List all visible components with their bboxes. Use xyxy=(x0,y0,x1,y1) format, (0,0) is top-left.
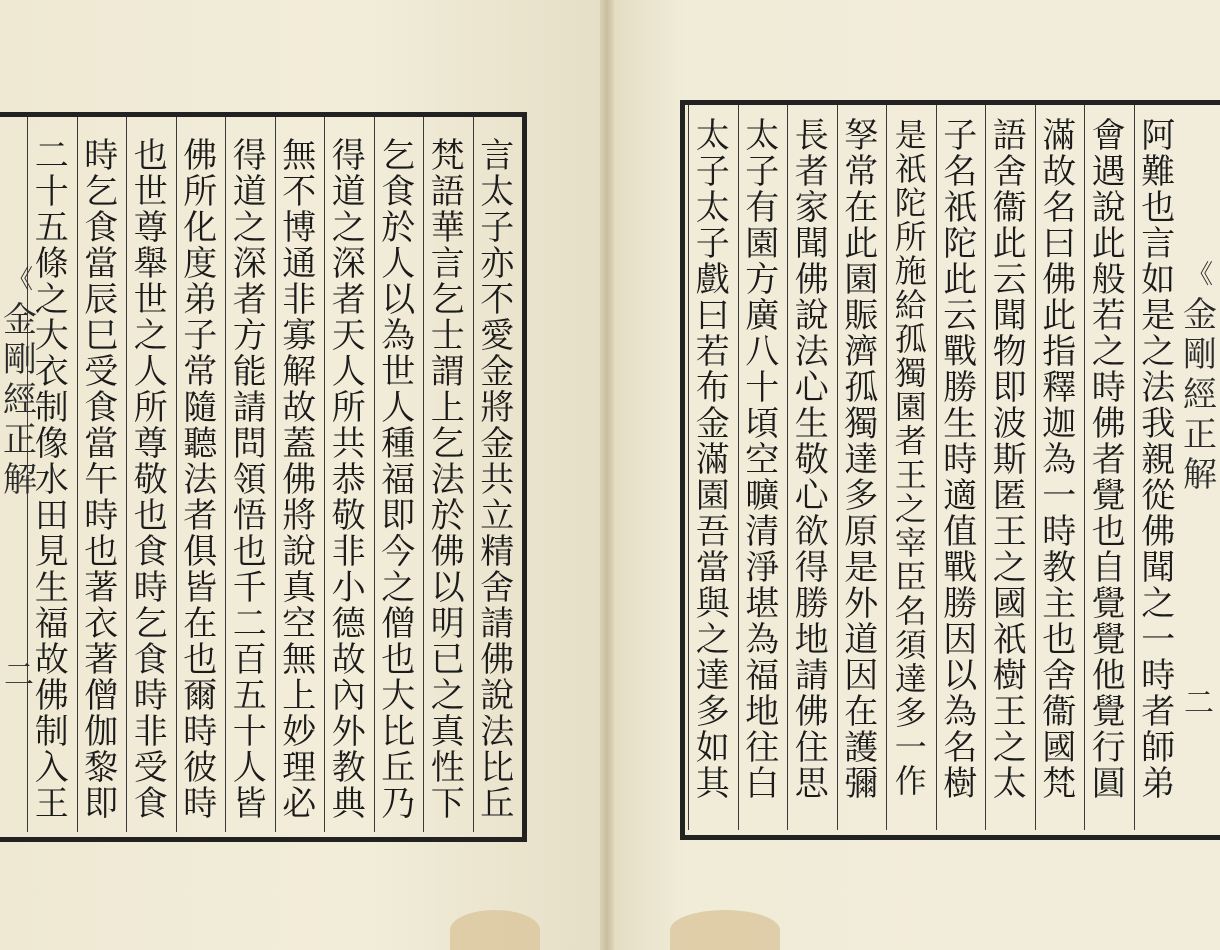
left-text-column: 乞 食 於 人 以 為 世 人 種 福 即 今 之 僧 也 大 比 丘 乃 xyxy=(381,136,416,824)
left-text-column: 言 太 子 亦 不 愛 金 將 金 共 立 精 舍 請 佛 說 法 比 丘 xyxy=(480,136,515,824)
fishtail-mark-icon: 《 xyxy=(6,265,33,295)
column-rule xyxy=(225,117,226,832)
left-text-column: 無 不 博 通 非 寡 解 故 蓋 佛 將 說 真 空 無 上 妙 理 必 xyxy=(282,136,317,824)
right-text-column: 太 子 太 子 戲 曰 若 布 金 滿 園 吾 當 與 之 達 多 如 其 xyxy=(695,116,730,804)
right-text-column: 孥 常 在 此 園 賑 濟 孤 獨 達 多 原 是 外 道 因 在 護 彌 xyxy=(844,116,879,804)
column-rule xyxy=(275,117,276,832)
right-margin-title: 《 金 剛 經 正 解 xyxy=(1182,255,1218,495)
column-rule xyxy=(77,117,78,832)
left-margin-title: 《 金 剛 經 正 解 xyxy=(2,260,38,500)
left-text-column: 得 道 之 深 者 天 人 所 共 恭 敬 非 小 德 故 內 外 教 典 xyxy=(331,136,366,824)
book-gutter xyxy=(600,0,614,950)
right-text-column: 太 子 有 園 方 廣 八 十 頃 空 曠 清 淨 堪 為 福 地 往 白 xyxy=(745,116,780,804)
column-rule xyxy=(176,117,177,832)
right-text-column: 滿 故 名 曰 佛 此 指 釋 迦 為 一 時 教 主 也 舍 衞 國 梵 xyxy=(1042,116,1077,804)
right-text-column: 長 者 家 聞 佛 說 法 心 生 敬 心 欲 得 勝 地 請 佛 住 思 xyxy=(794,116,829,804)
left-text-column: 時 乞 食 當 辰 巳 受 食 當 午 時 也 著 衣 著 僧 伽 黎 即 xyxy=(84,136,119,824)
right-page-number: 二 xyxy=(1184,686,1214,721)
column-rule xyxy=(126,117,127,832)
right-text-column: 會 遇 說 此 般 若 之 時 佛 者 覺 也 自 覺 覺 他 覺 行 圓 xyxy=(1091,116,1126,804)
left-text-column: 佛 所 化 度 弟 子 常 隨 聽 法 者 俱 皆 在 也 爾 時 彼 時 xyxy=(183,136,218,824)
left-page-number: 二 xyxy=(4,658,34,693)
right-text-column: 阿 難 也 言 如 是 之 法 我 親 從 佛 聞 之 一 時 者 師 弟 xyxy=(1141,116,1176,804)
paper-stain xyxy=(450,910,540,950)
column-rule xyxy=(787,105,788,830)
right-text-column: 語 舍 衞 此 云 聞 物 即 波 斯 匿 王 之 國 祇 樹 王 之 太 xyxy=(992,116,1027,804)
column-rule xyxy=(423,117,424,832)
left-text-column: 也 世 尊 舉 世 之 人 所 尊 敬 也 食 時 乞 食 時 非 受 食 xyxy=(133,136,168,824)
column-rule xyxy=(1035,105,1036,830)
right-text-column: 是 祇 陀 所 施 給 孤 獨 園 者 王 之 宰 臣 名 須 達 多 一 作 xyxy=(894,116,927,800)
column-rule xyxy=(985,105,986,830)
column-rule xyxy=(837,105,838,830)
column-rule xyxy=(738,105,739,830)
paper-stain xyxy=(670,910,780,950)
column-rule xyxy=(1084,105,1085,830)
right-text-column: 子 名 祇 陀 此 云 戰 勝 生 時 適 值 戰 勝 因 以 為 名 樹 xyxy=(943,116,978,804)
column-rule xyxy=(473,117,474,832)
column-rule xyxy=(688,105,689,830)
fishtail-mark-icon: 《 xyxy=(1186,260,1213,290)
column-rule xyxy=(936,105,937,830)
column-rule xyxy=(1134,105,1135,830)
left-text-column: 得 道 之 深 者 方 能 請 問 領 悟 也 千 二 百 五 十 人 皆 xyxy=(232,136,267,824)
left-text-column: 梵 語 華 言 乞 士 謂 上 乞 法 於 佛 以 明 已 之 真 性 下 xyxy=(430,136,465,824)
column-rule xyxy=(374,117,375,832)
column-rule xyxy=(886,105,887,830)
left-text-column: 二 十 五 條 之 大 衣 制 像 水 田 見 生 福 故 佛 制 入 王 xyxy=(34,136,69,824)
column-rule xyxy=(324,117,325,832)
